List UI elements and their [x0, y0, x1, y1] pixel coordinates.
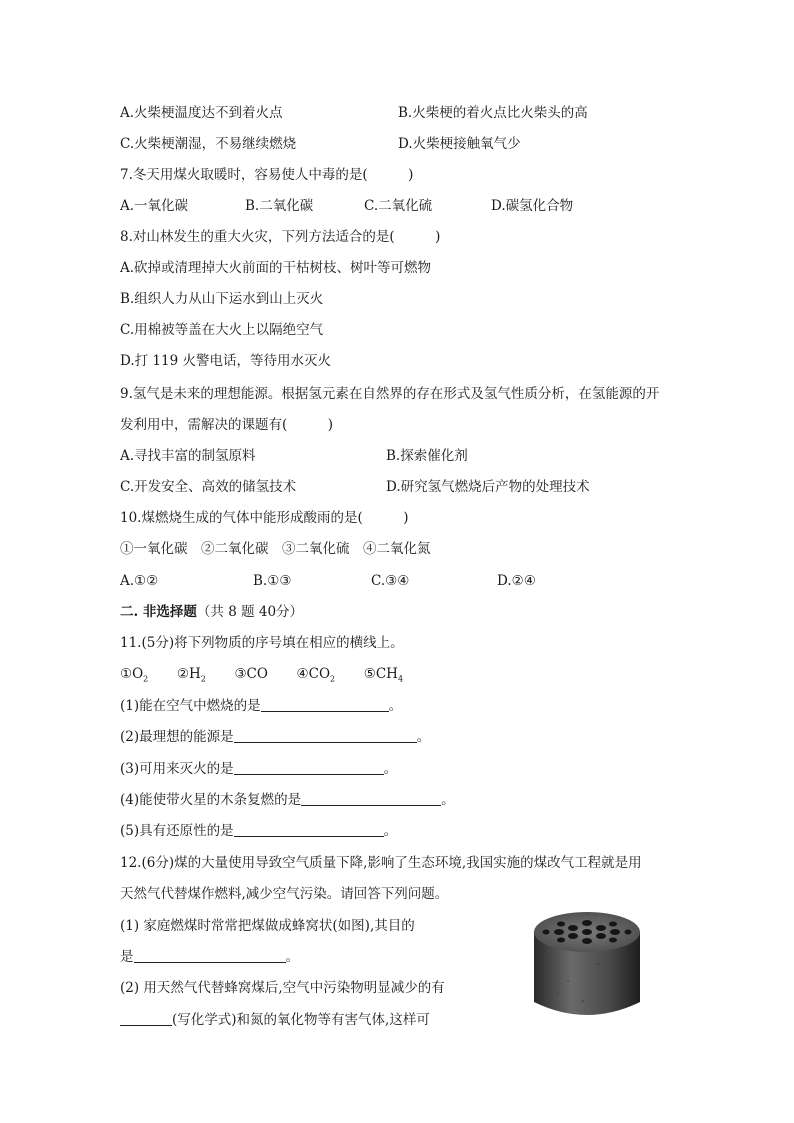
q8-option-b: B.组织人力从山下运水到山上灭火 — [120, 291, 324, 307]
answer-blank[interactable] — [120, 1011, 172, 1026]
q10-option-d: D.②④ — [497, 573, 536, 589]
q11-part4: (4)能使带火星的木条复燃的是 。 — [120, 792, 455, 808]
q11-part5: (5)具有还原性的是 。 — [120, 823, 398, 839]
q9-option-a: A.寻找丰富的制氢原料 — [120, 448, 256, 464]
q12-part2-line1: (2) 用天然气代替蜂窝煤后,空气中污染物明显减少的有 — [120, 980, 445, 996]
q6-option-b: B.火柴梗的着火点比火柴头的高 — [398, 105, 588, 121]
q10-option-b: B.①③ — [253, 573, 292, 589]
q11-substances — [120, 664, 403, 690]
answer-blank[interactable] — [234, 728, 417, 743]
q9-option-c: C.开发安全、高效的储氢技术 — [120, 479, 297, 495]
q8-option-d: D.打 119 火警电话，等待用水灭火 — [120, 353, 331, 369]
answer-blank[interactable] — [234, 760, 384, 775]
q8-option-c: C.用棉被等盖在大火上以隔绝空气 — [120, 322, 324, 338]
q7-option-c: C.二氧化硫 — [364, 198, 433, 214]
q7-option-a: A.一氧化碳 — [120, 198, 189, 214]
section-note: （共 8 题 40分） — [196, 604, 304, 620]
q6-option-a: A.火柴梗温度达不到着火点 — [120, 105, 283, 121]
q11-part2: (2)最理想的能源是 。 — [120, 729, 431, 745]
q12-part2-line2: (写化学式)和氮的氧化物等有害气体,这样可 — [120, 1010, 430, 1030]
section-title: 二. 非选择题 — [120, 604, 197, 620]
q9-stem-line2: 发利用中，需解决的课题有( ) — [120, 417, 334, 433]
q11-part3: (3)可用来灭火的是 。 — [120, 761, 398, 777]
answer-blank[interactable] — [301, 791, 441, 806]
substance-co: ③CO — [234, 666, 268, 682]
q10-option-a: A.①② — [120, 573, 159, 589]
q8-stem: 8.对山林发生的重大火灾，下列方法适合的是( ) — [120, 229, 441, 245]
q10-option-c: C.③④ — [371, 573, 410, 589]
q6-option-d: D.火柴梗接触氧气少 — [398, 136, 521, 152]
honeycomb-briquette-image — [528, 906, 646, 1024]
substance-co2: $④CO_2$ — [296, 666, 336, 684]
answer-blank[interactable] — [134, 948, 286, 963]
section-heading — [120, 602, 303, 622]
q7-option-b: B.二氧化碳 — [245, 198, 314, 214]
q11-stem: 11.(5分)将下列物质的序号填在相应的横线上。 — [120, 635, 404, 651]
q9-option-b: B.探索催化剂 — [386, 448, 468, 464]
q7-option-d: D.碳氢化合物 — [491, 198, 574, 214]
answer-blank[interactable] — [261, 697, 389, 712]
substance-ch4: $⑤CH_4$ — [363, 666, 404, 684]
answer-blank[interactable] — [234, 822, 384, 837]
q12-stem-line2: 天然气代替煤作燃料,减少空气污染。请回答下列问题。 — [120, 886, 449, 902]
q12-part1-line2: 是 。 — [120, 949, 299, 965]
q12-stem-line1: 12.(6分)煤的大量使用导致空气质量下降,影响了生态环境,我国实施的煤改气工程就是用 — [120, 855, 642, 871]
q6-option-c: C.火柴梗潮湿，不易继续燃烧 — [120, 136, 297, 152]
substance-h2: $②H_2$ — [176, 666, 206, 684]
q10-stem: 10.煤燃烧生成的气体中能形成酸雨的是( ) — [120, 510, 409, 526]
q8-option-a: A.砍掉或清理掉大火前面的干枯树枝、树叶等可燃物 — [120, 260, 432, 276]
q9-option-d: D.研究氢气燃烧后产物的处理技术 — [386, 479, 590, 495]
substance-o2: $①O_2$ — [120, 666, 149, 684]
q11-part1: (1)能在空气中燃烧的是 。 — [120, 698, 403, 714]
q10-items: ①一氧化碳 ②二氧化碳 ③二氧化硫 ④二氧化氮 — [120, 541, 431, 557]
q12-part1-line1: (1) 家庭燃煤时常常把煤做成蜂窝状(如图),其目的 — [120, 918, 415, 934]
q7-stem: 7.冬天用煤火取暖时，容易使人中毒的是( ) — [120, 167, 414, 183]
q9-stem-line1: 9.氢气是未来的理想能源。根据氢元素在自然界的存在形式及氢气性质分析，在氢能源的开 — [120, 386, 660, 402]
